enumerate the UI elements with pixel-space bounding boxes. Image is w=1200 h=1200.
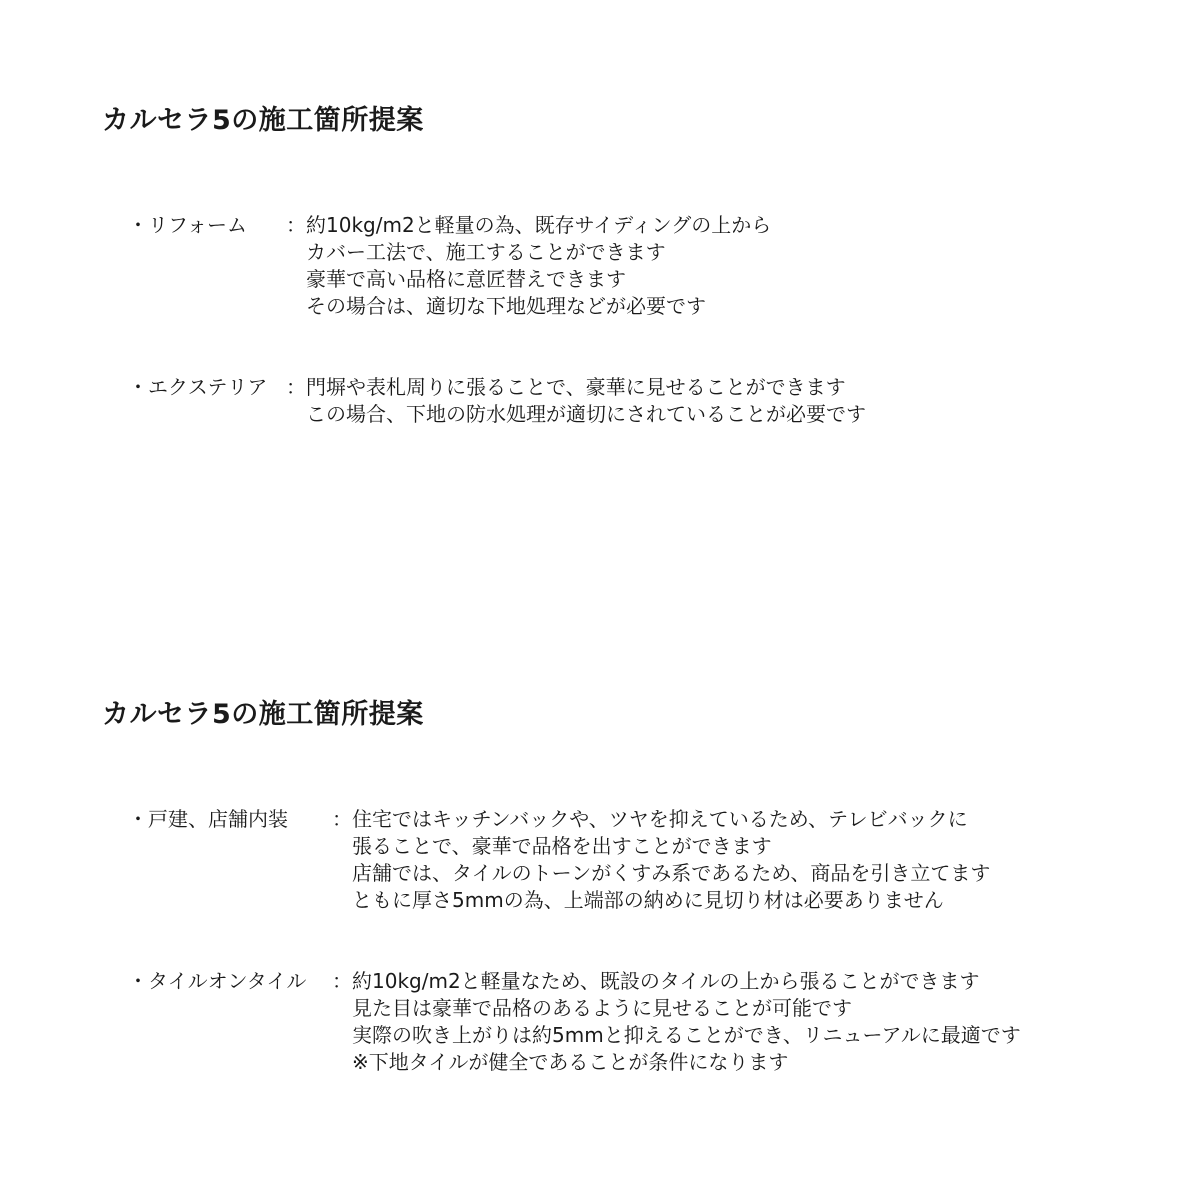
description-line: この場合、下地の防水処理が適切にされていることが必要です <box>306 402 866 426</box>
description-line: 店舗では、タイルのトーンがくすみ系であるため、商品を引き立てます <box>352 861 991 885</box>
item-description <box>306 212 771 320</box>
description-line: 豪華で高い品格に意匠替えできます <box>306 267 626 291</box>
description-line: 張ることで、豪華で品格を出すことができます <box>352 834 772 858</box>
item-description <box>352 806 990 914</box>
description-line: 約10kg/m2と軽量なため、既設のタイルの上から張ることができます <box>352 969 980 993</box>
description-line: 実際の吹き上がりは約5mmと抑えることができ、リニューアルに最適です <box>352 1023 1021 1047</box>
item-label: ・リフォーム <box>128 213 247 237</box>
description-line: 見た目は豪華で品格のあるように見せることが可能です <box>352 996 852 1020</box>
section-title: カルセラ5の施工箇所提案 <box>102 699 424 730</box>
item-colon: ： <box>332 969 352 993</box>
item-colon: ： <box>332 807 352 831</box>
description-line: 門塀や表札周りに張ることで、豪華に見せることができます <box>306 375 846 399</box>
item-description <box>352 968 1021 1076</box>
item-colon: ： <box>286 213 306 237</box>
description-line: 住宅ではキッチンバックや、ツヤを抑えているため、テレビバックに <box>352 807 968 831</box>
item-colon: ： <box>286 375 306 399</box>
item-label: ・戸建、店舗内装 <box>128 807 288 831</box>
description-line: その場合は、適切な下地処理などが必要です <box>306 294 706 318</box>
description-line: 約10kg/m2と軽量の為、既存サイディングの上から <box>306 213 772 237</box>
item-label: ・エクステリア <box>128 375 268 399</box>
description-line: カバー工法で、施工することができます <box>306 240 666 264</box>
description-line: ともに厚さ5mmの為、上端部の納めに見切り材は必要ありません <box>352 888 944 912</box>
item-description <box>306 374 866 428</box>
section-title: カルセラ5の施工箇所提案 <box>102 105 424 136</box>
description-line: ※下地タイルが健全であることが条件になります <box>352 1050 789 1074</box>
item-label: ・タイルオンタイル <box>128 969 307 993</box>
